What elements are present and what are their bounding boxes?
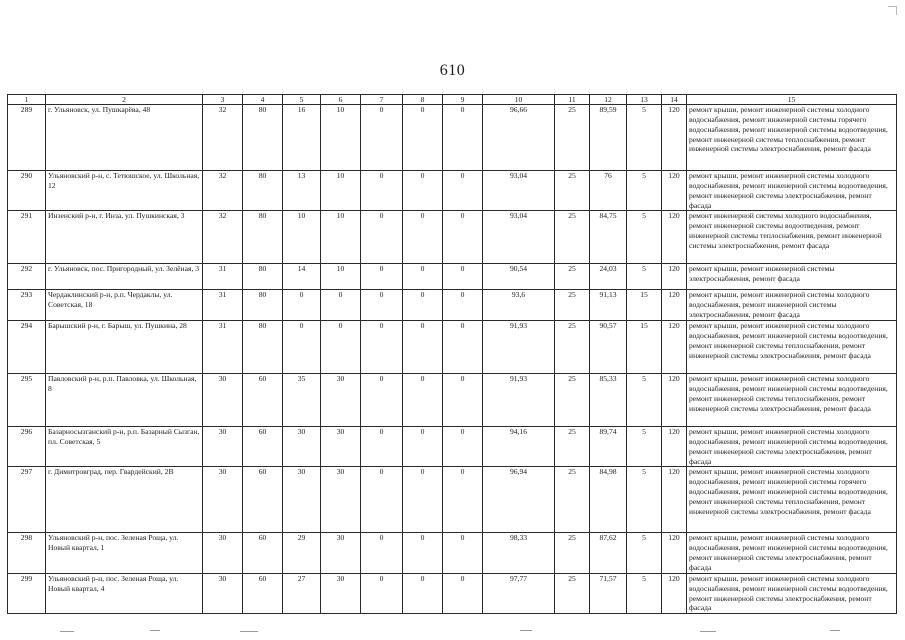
table-row [8, 467, 897, 533]
value-cell: 10 [321, 211, 361, 264]
value-cell: 0 [321, 321, 361, 374]
page-number: 610 [439, 62, 466, 79]
value-cell: 5 [627, 573, 662, 613]
row-number-cell: 296 [8, 427, 46, 467]
value-cell: 0 [321, 290, 361, 321]
table-row [8, 427, 897, 467]
value-cell: 93,6 [483, 290, 555, 321]
value-cell: 5 [627, 533, 662, 573]
value-cell: 91,13 [590, 290, 627, 321]
value-cell: 76 [590, 171, 627, 211]
address-cell: Павловский р-н, р.п. Павловка, ул. Школьная, 8 [46, 374, 203, 427]
value-cell: 120 [662, 573, 687, 613]
table-row [8, 171, 897, 211]
value-cell: 0 [443, 321, 483, 374]
value-cell: 31 [203, 264, 243, 290]
value-cell: 15 [627, 290, 662, 321]
value-cell: 5 [627, 105, 662, 171]
value-cell: 30 [203, 573, 243, 613]
value-cell: 120 [662, 374, 687, 427]
value-cell: 60 [243, 427, 283, 467]
column-header: 4 [243, 95, 283, 105]
value-cell: 60 [243, 533, 283, 573]
address-cell: Чердаклинский р-н, р.п. Чердаклы, ул. Советская, 18 [46, 290, 203, 321]
value-cell: 25 [555, 533, 590, 573]
value-cell: 89,74 [590, 427, 627, 467]
value-cell: 0 [403, 467, 443, 533]
value-cell: 97,77 [483, 573, 555, 613]
address-cell: г. Ульяновск, пос. Пригородный, ул. Зелёная, 3 [46, 264, 203, 290]
value-cell: 27 [283, 573, 321, 613]
value-cell: 5 [627, 211, 662, 264]
column-header: 11 [555, 95, 590, 105]
value-cell: 0 [403, 321, 443, 374]
column-header: 5 [283, 95, 321, 105]
value-cell: 0 [443, 211, 483, 264]
table-row [8, 533, 897, 573]
value-cell: 30 [203, 374, 243, 427]
value-cell: 32 [203, 105, 243, 171]
row-number-cell: 297 [8, 467, 46, 533]
scan-bottom-marks [0, 628, 905, 636]
table-row [8, 290, 897, 321]
value-cell: 0 [361, 374, 403, 427]
row-number-cell: 292 [8, 264, 46, 290]
repair-works-cell: ремонт крыши, ремонт инженерной системы холодного водоснабжения, ремонт инженерной системы электроснабжения, ремонт фасада [687, 290, 897, 321]
address-cell: Базарносызганский р-н, р.п. Базарный Сызган, пл. Советская, 5 [46, 427, 203, 467]
value-cell: 0 [443, 573, 483, 613]
scan-corner-mark [888, 6, 897, 15]
value-cell: 87,62 [590, 533, 627, 573]
value-cell: 90,57 [590, 321, 627, 374]
value-cell: 30 [321, 573, 361, 613]
value-cell: 0 [361, 467, 403, 533]
row-number-cell: 295 [8, 374, 46, 427]
value-cell: 0 [361, 105, 403, 171]
repair-works-cell: ремонт крыши, ремонт инженерной системы холодного водоснабжения, ремонт инженерной системы горячего водоснабжения, ремонт инженерной системы водоотведения, ремонт инженерной системы теплоснабжения, ремонт инженерной системы электроснабжения, ремонт фасада [687, 105, 897, 171]
column-header: 10 [483, 95, 555, 105]
value-cell: 0 [443, 467, 483, 533]
row-number-cell: 293 [8, 290, 46, 321]
value-cell: 0 [443, 171, 483, 211]
value-cell: 25 [555, 427, 590, 467]
address-cell: Ульяновский р-н, с. Тетюшское, ул. Школьная, 12 [46, 171, 203, 211]
column-header: 3 [203, 95, 243, 105]
value-cell: 25 [555, 290, 590, 321]
value-cell: 29 [283, 533, 321, 573]
value-cell: 120 [662, 105, 687, 171]
value-cell: 0 [443, 264, 483, 290]
value-cell: 25 [555, 264, 590, 290]
value-cell: 0 [443, 105, 483, 171]
value-cell: 0 [361, 533, 403, 573]
value-cell: 0 [403, 427, 443, 467]
value-cell: 30 [321, 374, 361, 427]
value-cell: 25 [555, 105, 590, 171]
value-cell: 31 [203, 321, 243, 374]
value-cell: 0 [361, 211, 403, 264]
value-cell: 120 [662, 264, 687, 290]
column-header: 9 [443, 95, 483, 105]
value-cell: 30 [283, 467, 321, 533]
value-cell: 96,66 [483, 105, 555, 171]
value-cell: 91,93 [483, 321, 555, 374]
value-cell: 30 [283, 427, 321, 467]
repair-works-cell: ремонт крыши, ремонт инженерной системы холодного водоснабжения, ремонт инженерной системы водоотведения, ремонт инженерной системы теплоснабжения, ремонт инженерной системы электроснабжения, ремонт фасада [687, 321, 897, 374]
value-cell: 93,04 [483, 171, 555, 211]
value-cell: 93,04 [483, 211, 555, 264]
value-cell: 94,16 [483, 427, 555, 467]
value-cell: 0 [403, 374, 443, 427]
repair-works-cell: ремонт крыши, ремонт инженерной системы холодного водоснабжения, ремонт инженерной системы водоотведения, ремонт инженерной системы электроснабжения, ремонт фасада [687, 533, 897, 573]
value-cell: 98,33 [483, 533, 555, 573]
value-cell: 5 [627, 467, 662, 533]
value-cell: 30 [203, 533, 243, 573]
value-cell: 5 [627, 427, 662, 467]
column-header: 15 [687, 95, 897, 105]
row-number-cell: 298 [8, 533, 46, 573]
address-cell: г. Димитровград, пер. Гвардейский, 2В [46, 467, 203, 533]
address-cell: Инзенский р-н, г. Инза, ул. Пушкинская, 3 [46, 211, 203, 264]
value-cell: 0 [361, 290, 403, 321]
value-cell: 120 [662, 427, 687, 467]
value-cell: 80 [243, 264, 283, 290]
address-cell: Барышский р-н, г. Барыш, ул. Пушкина, 28 [46, 321, 203, 374]
value-cell: 0 [443, 290, 483, 321]
value-cell: 80 [243, 211, 283, 264]
value-cell: 30 [321, 427, 361, 467]
value-cell: 0 [403, 290, 443, 321]
row-number-cell: 299 [8, 573, 46, 613]
value-cell: 89,59 [590, 105, 627, 171]
repair-works-cell: ремонт крыши, ремонт инженерной системы холодного водоснабжения, ремонт инженерной системы водоотведения, ремонт инженерной системы электроснабжения, ремонт фасада [687, 171, 897, 211]
value-cell: 120 [662, 171, 687, 211]
value-cell: 90,54 [483, 264, 555, 290]
table-row [8, 374, 897, 427]
value-cell: 96,94 [483, 467, 555, 533]
column-header: 12 [590, 95, 627, 105]
value-cell: 10 [283, 211, 321, 264]
table-row [8, 264, 897, 290]
value-cell: 5 [627, 171, 662, 211]
row-number-cell: 291 [8, 211, 46, 264]
value-cell: 84,75 [590, 211, 627, 264]
value-cell: 0 [443, 533, 483, 573]
value-cell: 13 [283, 171, 321, 211]
value-cell: 5 [627, 374, 662, 427]
value-cell: 24,03 [590, 264, 627, 290]
value-cell: 0 [283, 321, 321, 374]
value-cell: 32 [203, 211, 243, 264]
column-header: 8 [403, 95, 443, 105]
value-cell: 120 [662, 533, 687, 573]
column-header: 14 [662, 95, 687, 105]
table-row [8, 105, 897, 171]
value-cell: 0 [443, 427, 483, 467]
value-cell: 60 [243, 374, 283, 427]
value-cell: 80 [243, 105, 283, 171]
repair-registry-table [7, 94, 897, 614]
registry-body [8, 105, 897, 614]
value-cell: 0 [403, 573, 443, 613]
value-cell: 16 [283, 105, 321, 171]
value-cell: 0 [443, 374, 483, 427]
row-number-cell: 290 [8, 171, 46, 211]
row-number-cell: 289 [8, 105, 46, 171]
address-cell: г. Ульяновск, ул. Пушкарёва, 48 [46, 105, 203, 171]
address-cell: Ульяновский р-н, пос. Зеленая Роща, ул. Новый квартал, 4 [46, 573, 203, 613]
value-cell: 31 [203, 290, 243, 321]
value-cell: 25 [555, 467, 590, 533]
value-cell: 84,98 [590, 467, 627, 533]
column-header: 1 [8, 95, 46, 105]
value-cell: 85,33 [590, 374, 627, 427]
value-cell: 0 [361, 427, 403, 467]
value-cell: 0 [403, 264, 443, 290]
value-cell: 10 [321, 171, 361, 211]
table-row [8, 321, 897, 374]
value-cell: 32 [203, 171, 243, 211]
value-cell: 14 [283, 264, 321, 290]
value-cell: 91,93 [483, 374, 555, 427]
column-header: 7 [361, 95, 403, 105]
value-cell: 25 [555, 211, 590, 264]
value-cell: 15 [627, 321, 662, 374]
column-header: 13 [627, 95, 662, 105]
row-number-cell: 294 [8, 321, 46, 374]
repair-works-cell: ремонт крыши, ремонт инженерной системы холодного водоснабжения, ремонт инженерной системы водоотведения, ремонт инженерной системы теплоснабжения, ремонт инженерной системы электроснабжения, ремонт фасада [687, 374, 897, 427]
value-cell: 0 [403, 211, 443, 264]
value-cell: 25 [555, 374, 590, 427]
value-cell: 120 [662, 290, 687, 321]
value-cell: 25 [555, 321, 590, 374]
value-cell: 30 [321, 533, 361, 573]
value-cell: 30 [203, 467, 243, 533]
address-cell: Ульяновский р-н, пос. Зеленая Роща, ул. Новый квартал, 1 [46, 533, 203, 573]
value-cell: 60 [243, 467, 283, 533]
value-cell: 80 [243, 321, 283, 374]
table-row [8, 573, 897, 613]
value-cell: 5 [627, 264, 662, 290]
value-cell: 80 [243, 171, 283, 211]
repair-works-cell: ремонт инженерной системы холодного водоснабжения, ремонт инженерной системы водоотведения, ремонт инженерной системы теплоснабжения, ремонт инженерной системы электроснабжения, ремонт фасада [687, 211, 897, 264]
value-cell: 0 [361, 573, 403, 613]
value-cell: 120 [662, 211, 687, 264]
value-cell: 30 [203, 427, 243, 467]
value-cell: 0 [403, 533, 443, 573]
value-cell: 0 [361, 264, 403, 290]
value-cell: 35 [283, 374, 321, 427]
value-cell: 30 [321, 467, 361, 533]
value-cell: 25 [555, 171, 590, 211]
column-number-header [8, 95, 897, 105]
value-cell: 10 [321, 105, 361, 171]
repair-works-cell: ремонт крыши, ремонт инженерной системы холодного водоснабжения, ремонт инженерной системы водоотведения, ремонт инженерной системы электроснабжения, ремонт фасада [687, 573, 897, 613]
value-cell: 71,57 [590, 573, 627, 613]
table-row [8, 211, 897, 264]
repair-works-cell: ремонт крыши, ремонт инженерной системы холодного водоснабжения, ремонт инженерной системы водоотведения, ремонт инженерной системы электроснабжения, ремонт фасада [687, 427, 897, 467]
value-cell: 0 [283, 290, 321, 321]
value-cell: 0 [361, 171, 403, 211]
repair-works-cell: ремонт крыши, ремонт инженерной системы электроснабжения, ремонт фасада [687, 264, 897, 290]
value-cell: 25 [555, 573, 590, 613]
value-cell: 80 [243, 290, 283, 321]
column-header: 6 [321, 95, 361, 105]
column-header: 2 [46, 95, 203, 105]
value-cell: 0 [361, 321, 403, 374]
repair-works-cell: ремонт крыши, ремонт инженерной системы холодного водоснабжения, ремонт инженерной системы горячего водоснабжения, ремонт инженерной системы водоотведения, ремонт инженерной системы теплоснабжения, ремонт инженерной системы электроснабжения, ремонт фасада [687, 467, 897, 533]
value-cell: 120 [662, 321, 687, 374]
value-cell: 0 [403, 171, 443, 211]
value-cell: 0 [403, 105, 443, 171]
value-cell: 10 [321, 264, 361, 290]
value-cell: 120 [662, 467, 687, 533]
value-cell: 60 [243, 573, 283, 613]
